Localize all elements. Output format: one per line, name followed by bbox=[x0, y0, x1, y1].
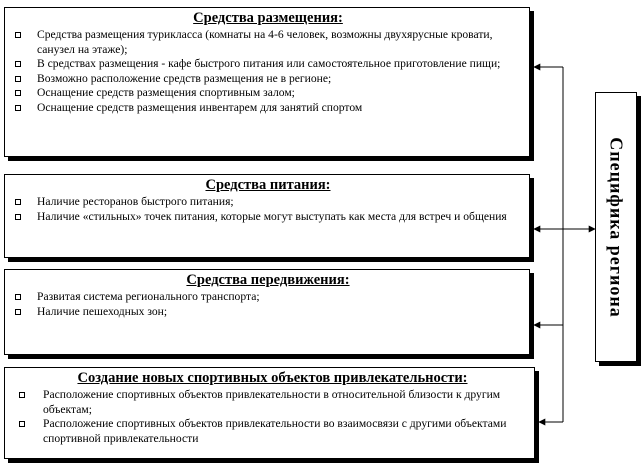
sport-objects-title: Создание новых спортивных объектов привлекательности: bbox=[77, 370, 468, 386]
list-item-text: В средствах размещения - кафе быстрого питания или самостоятельное приготовление пищи; bbox=[37, 57, 501, 71]
list-item-text: Оснащение средств размещения спортивным залом; bbox=[37, 86, 295, 100]
list-item-text: Средства размещения турикласса (комнаты на 4-6 человек, возможны двухярусные кровати, санузел на этаже); bbox=[37, 28, 493, 56]
list-item-text: Расположение спортивных объектов привлекательности в относительной близости к другим объектам; bbox=[43, 388, 501, 416]
list-item-text: Наличие пешеходных зон; bbox=[37, 304, 168, 318]
accommodation-title: Средства размещения: bbox=[193, 10, 343, 26]
list-item-text: Оснащение средств размещения инвентарем для занятий спортом bbox=[37, 100, 363, 114]
list-item-text: Наличие ресторанов быстрого питания; bbox=[37, 195, 234, 208]
list-item-text: Возможно расположение средств размещения не в регионе; bbox=[37, 71, 332, 85]
list-item-text: Развитая система регионального транспорта; bbox=[37, 290, 260, 303]
list-item-text: Наличие «стильных» точек питания, которые могут выступать как места для встреч и общения bbox=[37, 209, 507, 223]
list-item-text: Расположение спортивных объектов привлекательности во взаимосвязи с другими объектами спортивной привлекательности bbox=[43, 417, 507, 445]
region-specifics-label: Специфика региона bbox=[606, 136, 627, 318]
food-title: Средства питания: bbox=[205, 177, 331, 193]
transport-title: Средства передвижения: bbox=[186, 272, 350, 288]
